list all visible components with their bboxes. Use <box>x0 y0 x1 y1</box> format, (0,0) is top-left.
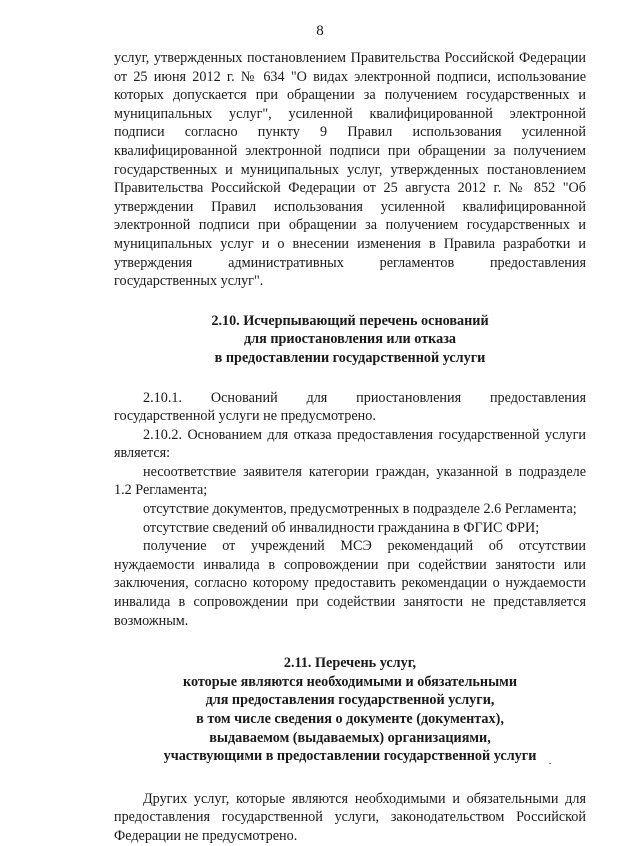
section-heading-2-10 <box>114 312 586 368</box>
section-heading-2-11 <box>114 654 586 766</box>
list-item: отсутствие сведений об инвалидности гражданина в ФГИС ФРИ; <box>143 519 540 536</box>
heading-line: 2.10. Исчерпывающий перечень оснований <box>211 312 489 329</box>
intro-paragraph: услуг, утвержденных постановлением Правительства Российской Федерации от 25 июня 2012 г. № 634 "О видах электронной подписи, использование которых допускается при обращении за получением государственных и муниципальных услуг", усиленной квалифицированной электронной подписи согласно пункту 9 Правил использования усиленной квалифицированной электронной подписи при обращении за получением государственных и муниципальных услуг, утвержденных постановлением Правительства Российской Федерации от 25 августа 2012 г. № 852 "Об утверждении Правил использования усиленной квалифицированной электронной подписи при обращении за получением государственных и муниципальных услуг и о внесении изменения в Правила разработки и утверждения административных регламентов предоставления государственных услуг". <box>114 50 586 290</box>
paragraph-2-11: Других услуг, которые являются необходимыми и обязательными для предоставления государственной услуги, законодательством Российской Федерации не предусмотрено. <box>114 790 586 844</box>
page-number: 8 <box>316 23 324 39</box>
heading-line: участвующими в предоставлении государственной услуги <box>163 748 537 765</box>
page-content <box>114 49 586 846</box>
list-item: несоответствие заявителя категории граждан, указанной в подразделе 1.2 Регламента; <box>114 463 586 499</box>
list-item: получение от учреждений МСЭ рекомендаций об отсутствии нуждаемости инвалида в сопровождении при содействии занятости или заключения, согласно которому предоставить рекомендации о нуждаемости инвалида в сопровождении при содействии занятости не представляется возможным. <box>114 538 586 629</box>
heading-line: 2.11. Перечень услуг, <box>283 655 417 672</box>
paragraph-2-10-1: 2.10.1. Оснований для приостановления предоставления государственной услуги не предусмотрено. <box>114 389 586 425</box>
heading-line: выдаваемом (выдаваемых) организациями, <box>209 729 491 746</box>
list-item: отсутствие документов, предусмотренных в подразделе 2.6 Регламента; <box>143 501 577 518</box>
heading-line: в предоставлении государственной услуги <box>214 349 486 366</box>
heading-line: в том числе сведения о документе (документах), <box>196 711 504 727</box>
heading-line: для приостановления или отказа <box>243 331 457 348</box>
scan-speck <box>549 763 551 764</box>
paragraph-2-10-2: 2.10.2. Основанием для отказа предоставления государственной услуги является: <box>114 426 586 462</box>
heading-line: для предоставления государственной услуги, <box>205 692 495 709</box>
heading-line: которые являются необходимыми и обязательными <box>183 673 517 690</box>
